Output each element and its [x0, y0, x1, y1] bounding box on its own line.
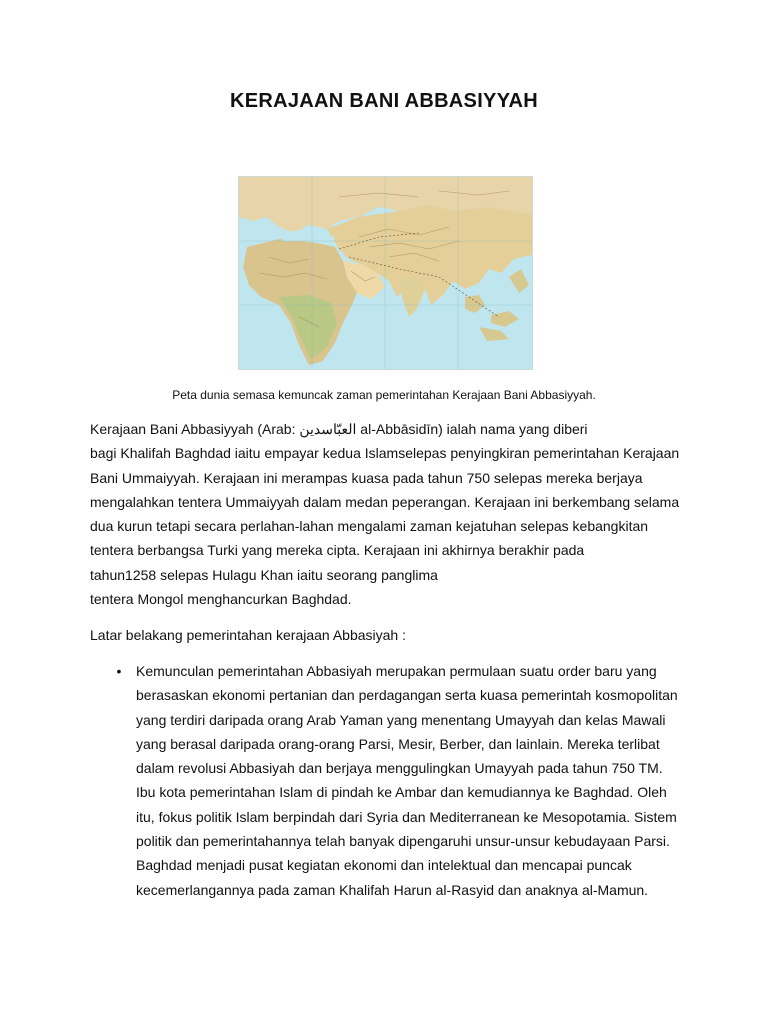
- bullet-line: itu, fokus politik Islam berpindah dari Syria dan Mediterranean ke Mesopotamia. Sistem: [136, 808, 677, 825]
- paragraph-line: mengalahkan tentera Ummaiyyah dalam medan peperangan. Kerajaan ini berkembang selama: [90, 493, 680, 510]
- paragraph-line: tentera berbangsa Turki yang mereka cipta. Kerajaan ini akhirnya berakhir pada: [90, 542, 585, 559]
- bullet-line: berasaskan ekonomi pertanian dan perdagangan serta kuasa pemerintah kosmopolitan: [136, 687, 678, 704]
- bullet-marker: •: [116, 663, 122, 679]
- bullet-text: [136, 659, 678, 902]
- bullet-line: Kemunculan pemerintahan Abbasiyah merupakan permulaan suatu order baru yang: [136, 663, 657, 679]
- bullet-line: kecemerlangannya pada zaman Khalifah Harun al-Rasyid dan anaknya al-Mamun.: [136, 881, 649, 898]
- paragraph-line: Kerajaan Bani Abbasiyyah (Arab: العبّاسدين al-Abbāsidīn) ialah nama yang diberi: [90, 421, 588, 437]
- bullet-line: yang berasal daripada orang-orang Parsi, Mesir, Berber, dan lainlain. Mereka terlibat: [136, 735, 660, 752]
- map-caption: Peta dunia semasa kemuncak zaman pemerintahan Kerajaan Bani Abbasiyyah.: [172, 388, 596, 402]
- document-title: KERAJAAN BANI ABBASIYYAH: [230, 90, 538, 112]
- paragraph-line: dua kurun tetapi secara perlahan-lahan mengalami zaman kejatuhan selepas kebangkitan: [90, 518, 649, 535]
- bullet-line: politik dan pemerintahannya telah banyak dipengaruhi unsur-unsur kebudayaan Parsi.: [136, 833, 670, 850]
- paragraph-line: tahun1258 selepas Hulagu Khan iaitu seorang panglima: [90, 566, 438, 583]
- bullet-line: yang terdiri daripada orang Arab Yaman yang menentang Umayyah dan kelas Mawali: [136, 711, 666, 728]
- section-heading: Latar belakang pemerintahan kerajaan Abbasiyah :: [90, 627, 406, 643]
- bullet-line: Baghdad menjadi pusat kegiatan ekonomi dan intelektual dan mencapai puncak: [136, 857, 632, 874]
- intro-paragraph: [90, 417, 690, 611]
- paragraph-line: tentera Mongol menghancurkan Baghdad.: [90, 591, 352, 608]
- paragraph-line: Bani Ummaiyyah. Kerajaan ini merampas kuasa pada tahun 750 selepas mereka berjaya: [90, 469, 643, 486]
- bullet-line: dalam revolusi Abbasiyah dan berjaya menggulingkan Umayyah pada tahun 750 TM.: [136, 760, 663, 777]
- paragraph-line: bagi Khalifah Baghdad iaitu empayar kedua Islamselepas penyingkiran pemerintahan Kerajaan: [90, 445, 680, 462]
- bullet-line: Ibu kota pemerintahan Islam di pindah ke Ambar dan kemudiannya ke Baghdad. Oleh: [136, 784, 667, 801]
- world-map-image: [238, 176, 533, 370]
